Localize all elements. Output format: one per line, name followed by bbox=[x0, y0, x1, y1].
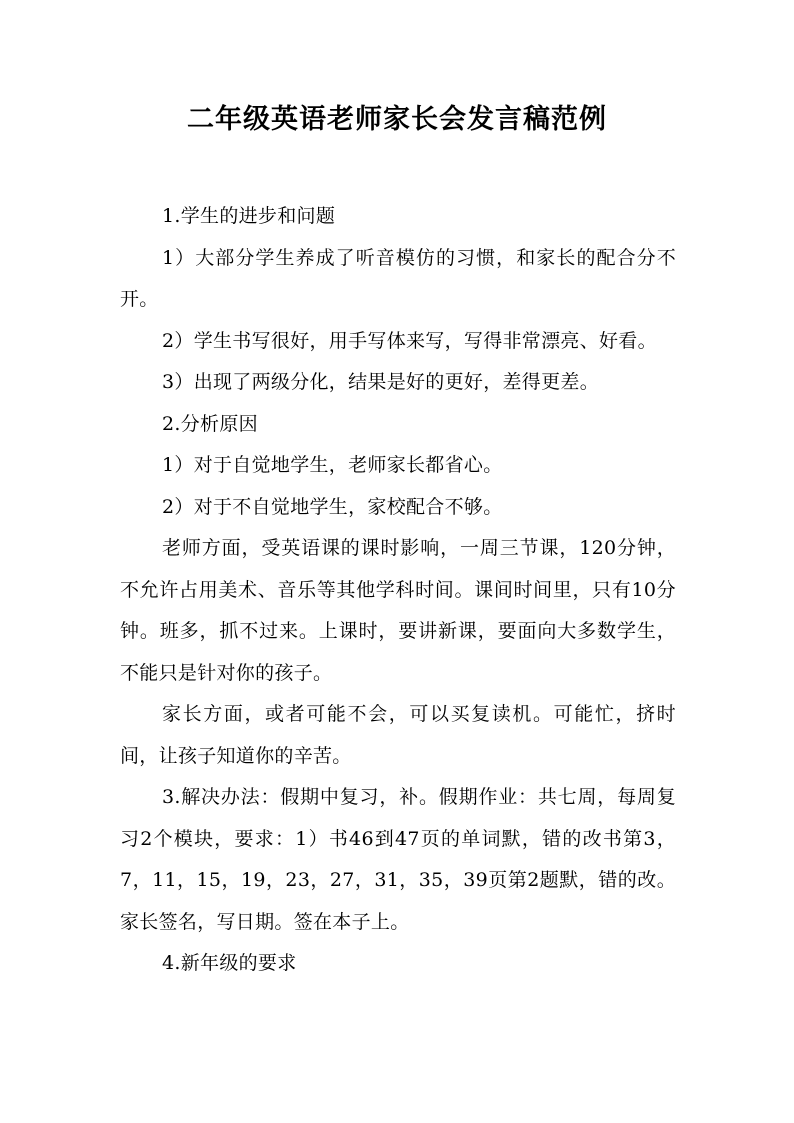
document-title: 二年级英语老师家长会发言稿范例 bbox=[187, 104, 607, 135]
paragraph: 家长方面，或者可能不会，可以买复读机。可能忙，挤时间，让孩子知道你的辛苦。 bbox=[120, 703, 676, 767]
paragraph: 2）对于不自觉地学生，家校配合不够。 bbox=[162, 495, 503, 518]
paragraph: 1）大部分学生养成了听音模仿的习惯，和家长的配合分不开。 bbox=[120, 246, 676, 310]
paragraph: 1）对于自觉地学生，老师家长都省心。 bbox=[162, 454, 503, 476]
section-heading-analysis: 2.分析原因 bbox=[162, 412, 258, 435]
section-heading-solution: 3.解决办法：假期中复习，补。假期作业：共七周，每周复习2个模块，要求：1）书46到47页的单词默，错的改书第3，7，11，15，19，23，27，31，35，39页第2题默，错的改。家长签名，写日期。签在本子上。 bbox=[120, 786, 676, 933]
section-heading-new-grade: 4.新年级的要求 bbox=[162, 952, 297, 974]
section-heading-progress: 1.学生的进步和问题 bbox=[162, 205, 336, 227]
paragraph: 3）出现了两级分化，结果是好的更好，差得更差。 bbox=[162, 371, 599, 393]
paragraph: 老师方面，受英语课的课时影响，一周三节课，120分钟，不允许占用美术、音乐等其他学科时间。课间时间里，只有10分钟。班多，抓不过来。上课时，要讲新课，要面向大多数学生，不能只是针对你的孩子。 bbox=[120, 537, 676, 684]
paragraph: 2）学生书写很好，用手写体来写，写得非常漂亮、好看。 bbox=[162, 329, 657, 352]
document-body bbox=[120, 196, 676, 985]
